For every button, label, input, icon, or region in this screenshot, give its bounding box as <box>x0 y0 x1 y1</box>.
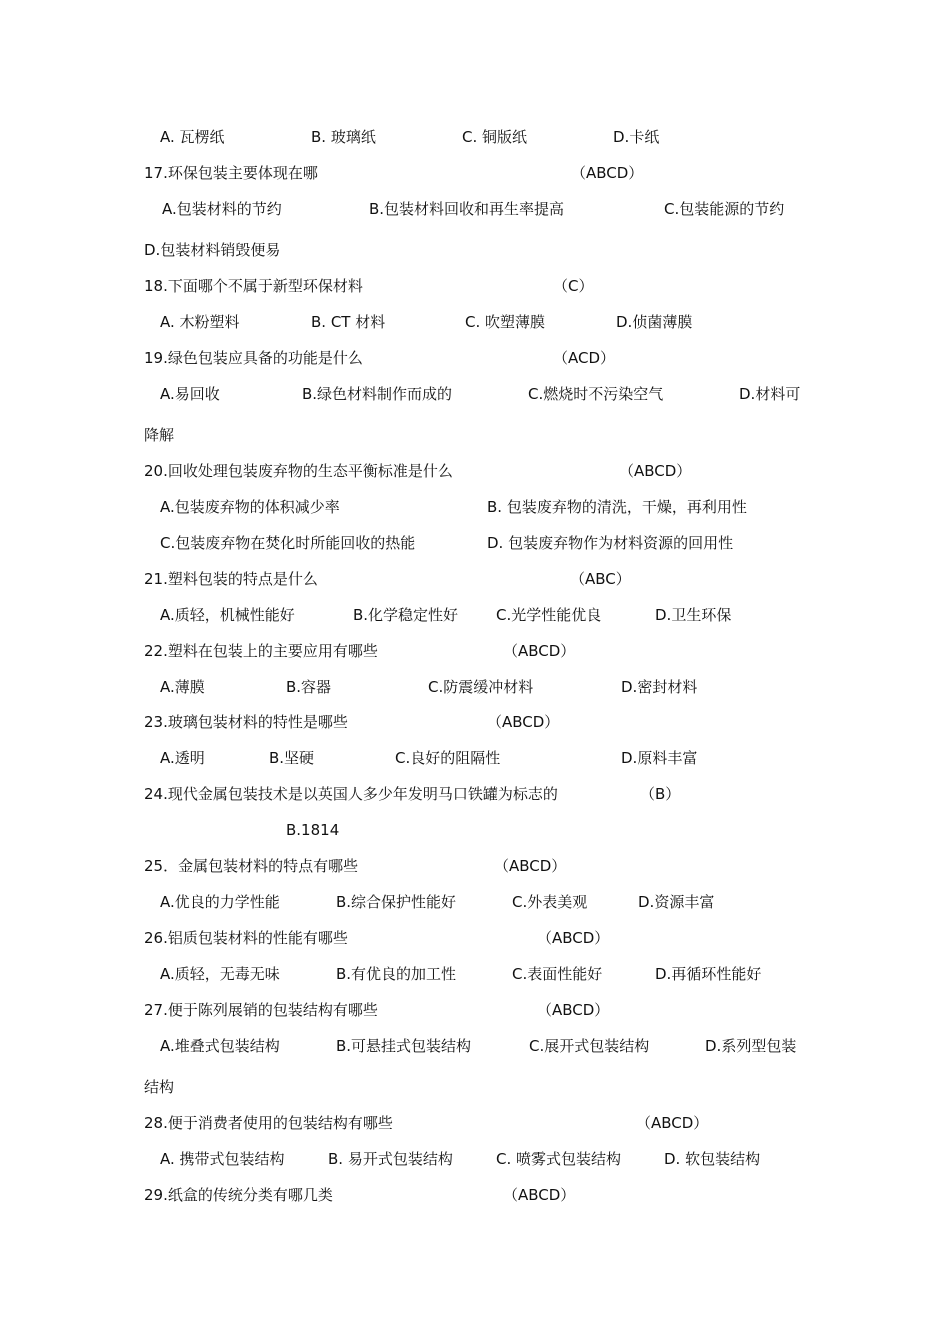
option-text: A.优良的力学性能 <box>160 893 280 911</box>
option-text: A.质轻，机械性能好 <box>160 606 295 624</box>
answer-text: （ABCD） <box>537 1001 610 1019</box>
option-text: C.外表美观 <box>512 893 588 911</box>
option-text: C. 吹塑薄膜 <box>465 313 546 331</box>
option-text: B.1814 <box>286 821 340 839</box>
option-text: D.密封材料 <box>621 678 698 696</box>
answer-text: （ABC） <box>570 570 631 588</box>
option-text: B.坚硬 <box>269 749 315 767</box>
answer-text: （ABCD） <box>494 857 567 875</box>
question-text: 25．金属包装材料的特点有哪些 <box>144 857 359 875</box>
option-text: B. 易开式包装结构 <box>328 1150 453 1168</box>
option-text: 降解 <box>144 426 175 444</box>
question-text: 22.塑料在包装上的主要应用有哪些 <box>144 642 378 660</box>
question-text: 27.便于陈列展销的包装结构有哪些 <box>144 1001 378 1019</box>
question-text: 24.现代金属包装技术是以英国人多少年发明马口铁罐为标志的 <box>144 785 558 803</box>
option-text: D.卡纸 <box>613 128 660 146</box>
option-text: C.燃烧时不污染空气 <box>528 385 664 403</box>
question-text: 29.纸盒的传统分类有哪几类 <box>144 1186 333 1204</box>
option-text: A.易回收 <box>160 385 220 403</box>
option-text: C.表面性能好 <box>512 965 603 983</box>
option-text: D. 软包装结构 <box>664 1150 761 1168</box>
question-text: 19.绿色包装应具备的功能是什么 <box>144 349 363 367</box>
answer-text: （ABCD） <box>503 1186 576 1204</box>
option-text: D.系列型包装 <box>705 1037 797 1055</box>
answer-text: （C） <box>553 277 594 295</box>
option-text: D.再循环性能好 <box>655 965 762 983</box>
option-text: D.资源丰富 <box>638 893 715 911</box>
question-text: 23.玻璃包装材料的特性是哪些 <box>144 713 348 731</box>
option-text: A. 携带式包装结构 <box>160 1150 285 1168</box>
question-text: 21.塑料包装的特点是什么 <box>144 570 318 588</box>
option-text: C.包装废弃物在焚化时所能回收的热能 <box>160 534 416 552</box>
option-text: B. CT 材料 <box>311 313 386 331</box>
option-text: C.包装能源的节约 <box>664 200 785 218</box>
answer-text: （ABCD） <box>537 929 610 947</box>
option-text: B.有优良的加工性 <box>336 965 457 983</box>
option-text: A. 木粉塑料 <box>160 313 240 331</box>
option-text: C.良好的阻隔性 <box>395 749 501 767</box>
option-text: A.薄膜 <box>160 678 205 696</box>
option-text: B.可悬挂式包装结构 <box>336 1037 472 1055</box>
option-text: D. 包装废弃物作为材料资源的回用性 <box>487 534 734 552</box>
option-text: B. 玻璃纸 <box>311 128 376 146</box>
question-text: 18.下面哪个不属于新型环保材料 <box>144 277 363 295</box>
option-text: C. 铜版纸 <box>462 128 528 146</box>
option-text: A.堆叠式包装结构 <box>160 1037 280 1055</box>
answer-text: （ABCD） <box>503 642 576 660</box>
question-text: 28.便于消费者使用的包装结构有哪些 <box>144 1114 393 1132</box>
question-text: 20.回收处理包装废弃物的生态平衡标准是什么 <box>144 462 453 480</box>
option-text: D.包装材料销毁便易 <box>144 241 281 259</box>
option-text: A.包装废弃物的体积减少率 <box>160 498 340 516</box>
option-text: C.展开式包装结构 <box>529 1037 650 1055</box>
answer-text: （B） <box>640 785 681 803</box>
option-text: B.综合保护性能好 <box>336 893 457 911</box>
option-text: B.绿色材料制作而成的 <box>302 385 453 403</box>
option-text: D.侦菌薄膜 <box>616 313 693 331</box>
option-text: A.包装材料的节约 <box>162 200 282 218</box>
option-text: C. 喷雾式包装结构 <box>496 1150 622 1168</box>
option-text: C.光学性能优良 <box>496 606 602 624</box>
option-text: D.卫生环保 <box>655 606 732 624</box>
answer-text: （ABCD） <box>619 462 692 480</box>
answer-text: （ABCD） <box>571 164 644 182</box>
option-text: A.透明 <box>160 749 205 767</box>
answer-text: （ABCD） <box>487 713 560 731</box>
option-text: B.包装材料回收和再生率提高 <box>369 200 565 218</box>
option-text: 结构 <box>144 1078 175 1096</box>
option-text: A. 瓦楞纸 <box>160 128 225 146</box>
option-text: C.防震缓冲材料 <box>428 678 534 696</box>
question-text: 26.铝质包装材料的性能有哪些 <box>144 929 348 947</box>
question-text: 17.环保包装主要体现在哪 <box>144 164 318 182</box>
option-text: A.质轻，无毒无味 <box>160 965 280 983</box>
answer-text: （ABCD） <box>636 1114 709 1132</box>
option-text: D.材料可 <box>739 385 801 403</box>
option-text: D.原料丰富 <box>621 749 698 767</box>
answer-text: （ACD） <box>553 349 616 367</box>
option-text: B. 包装废弃物的清洗，干燥，再利用性 <box>487 498 747 516</box>
option-text: B.化学稳定性好 <box>353 606 459 624</box>
option-text: B.容器 <box>286 678 332 696</box>
